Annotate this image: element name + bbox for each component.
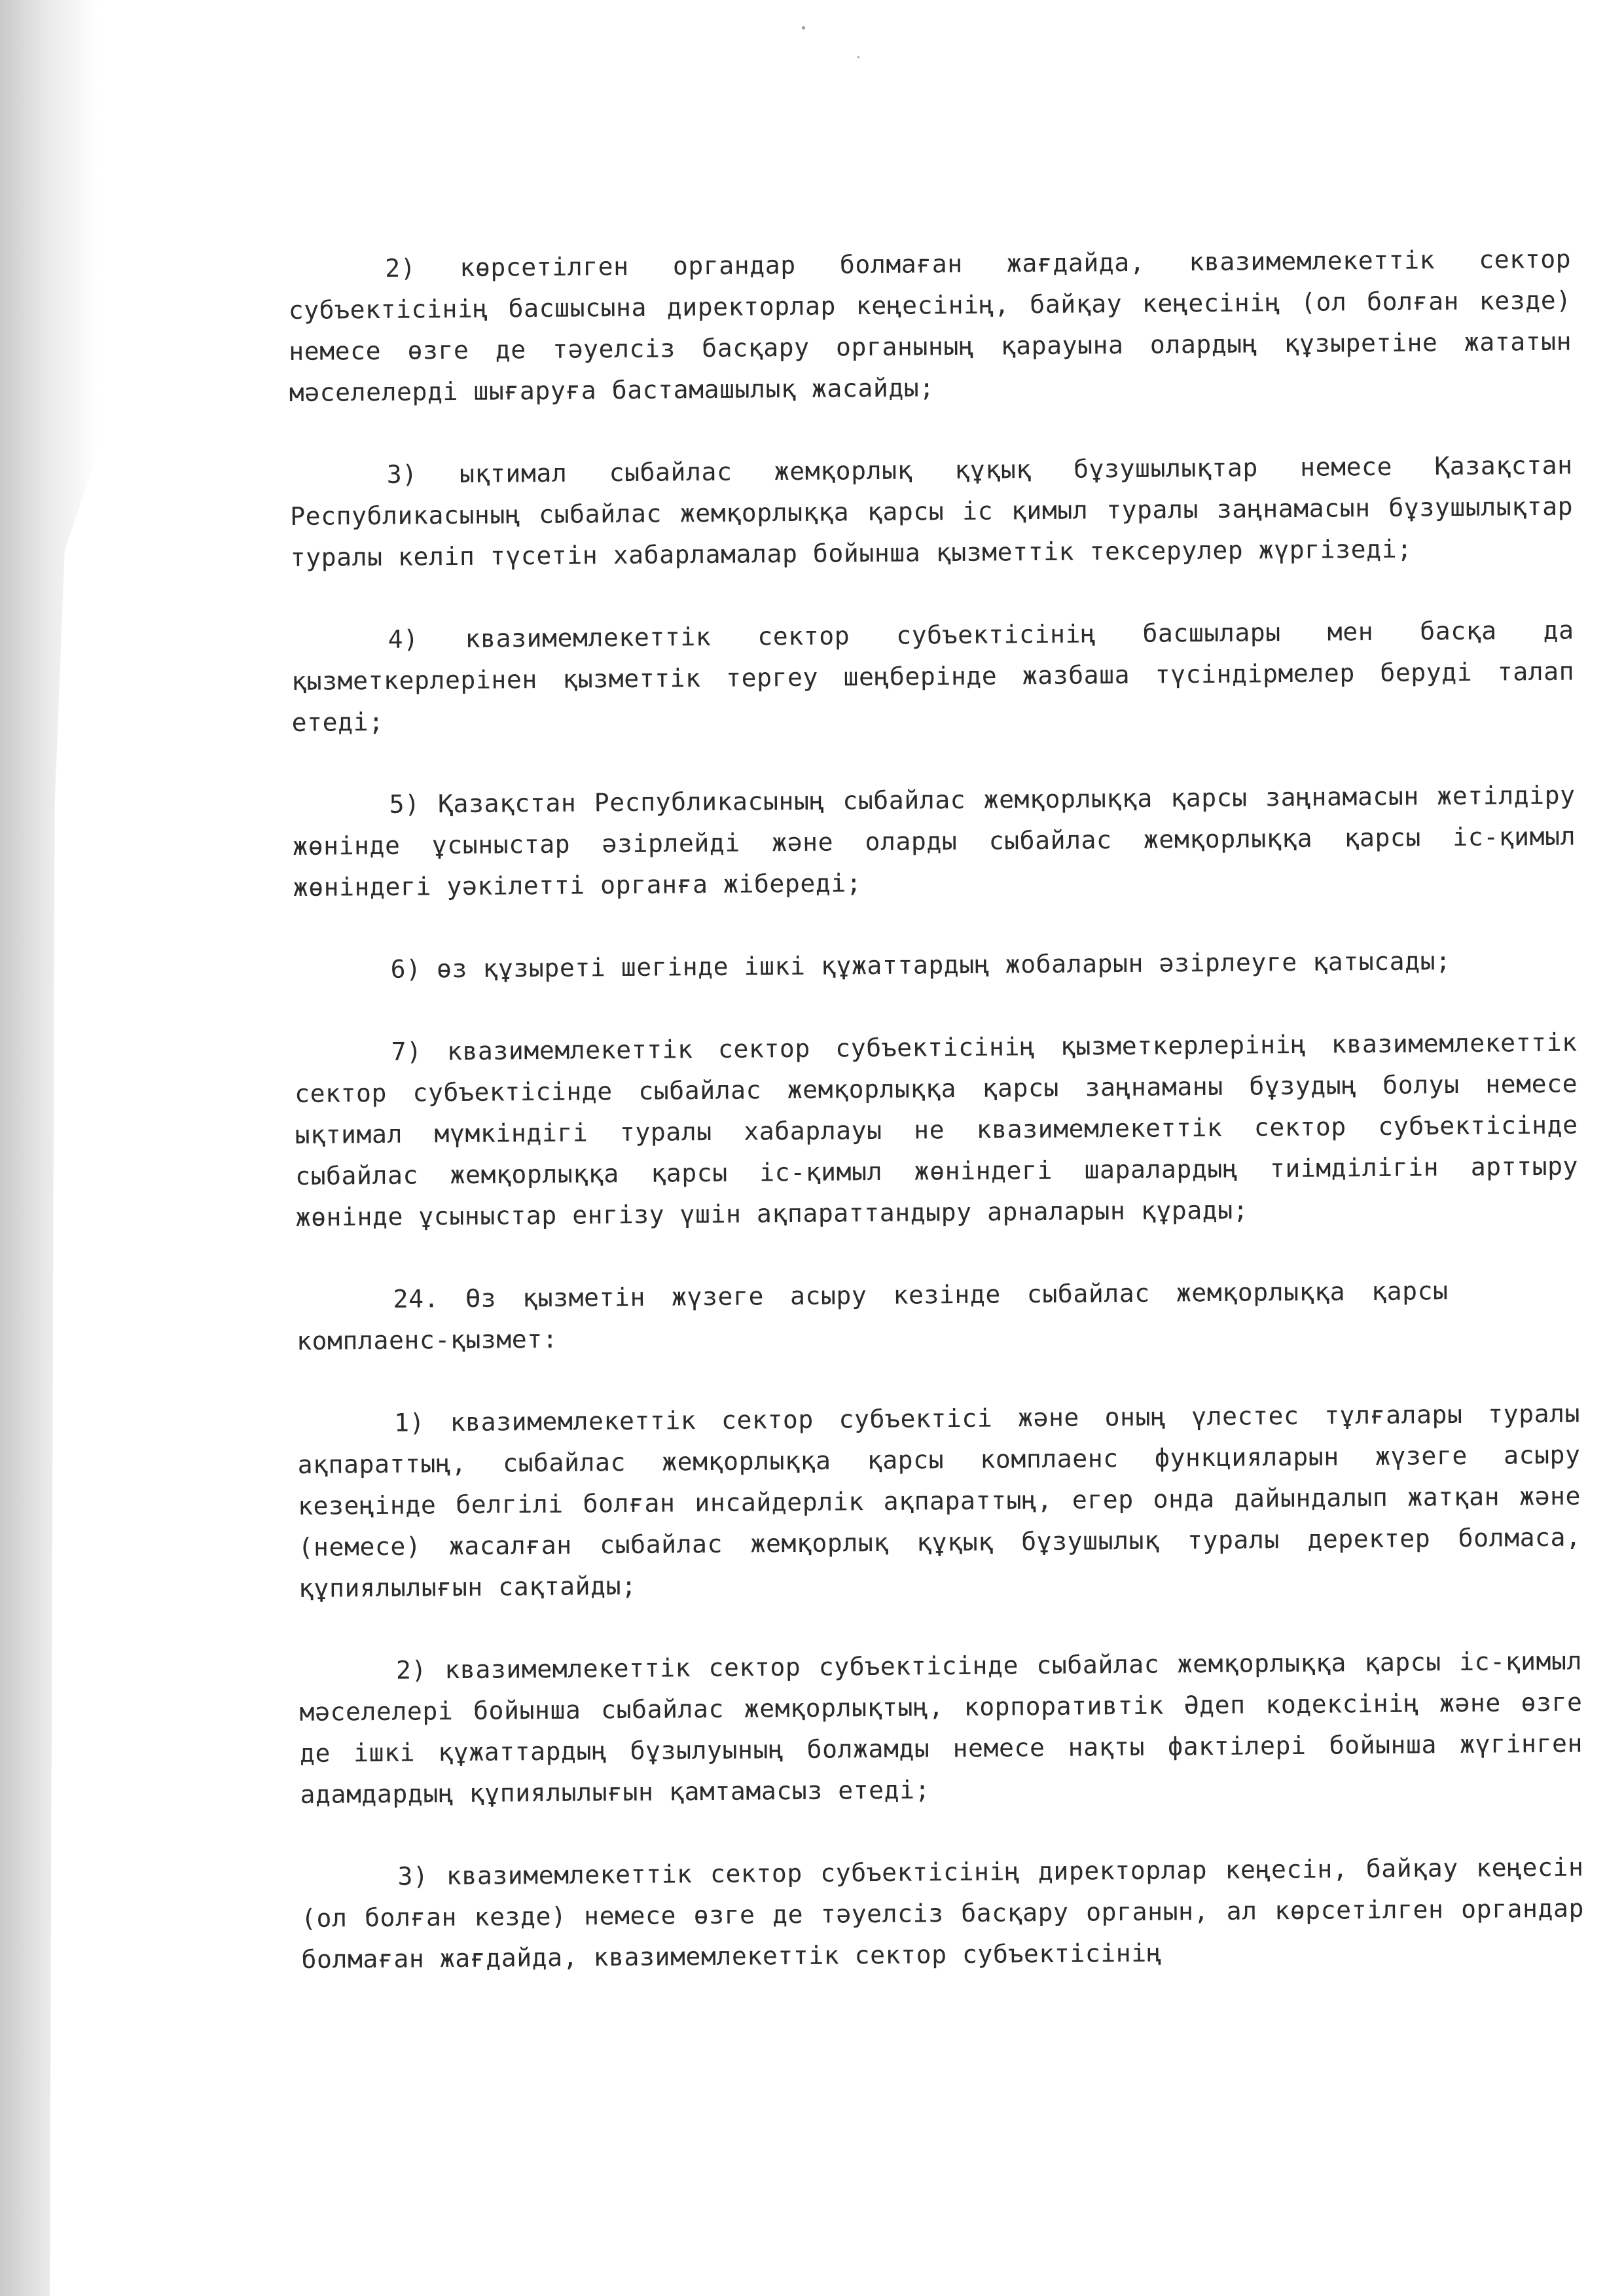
paragraph-24-item-1: 1) квазимемлекеттік сектор субъектісі және оның үлестес тұлғалары туралы ақпараттың, сыбайлас жемқорлыққа қарсы комплаенс функцияларын жүзеге асыру кезеңінде белгілі болған инсайдерлік ақпараттың, егер онда дайындалып жатқан және (немесе) жасалған сыбайлас жемқорлық құқық бұзушылық туралы деректер болмаса, құпиялылығын сақтайды; (297, 1399, 1581, 1603)
paragraph-item-7: 7) квазимемлекеттік сектор субъектісінің қызметкерлерінің квазимемлекеттік сектор субъектісінде сыбайлас жемқорлыққа қарсы заңнаманы бұзудың болуы немесе ықтимал мүмкіндігі туралы хабарлауы не квазимемлекеттік сектор субъектісінде сыбайлас жемқорлыққа қарсы іс-қимыл жөніндегі шаралардың тиімділігін арттыру жөнінде ұсыныстар енгізу үшін ақпараттандыру арналарын құрады; (294, 1028, 1579, 1232)
scan-speck (857, 56, 859, 58)
scan-speck (802, 26, 805, 29)
paragraph-item-4: 4) квазимемлекеттік сектор субъектісінің басшылары мен басқа да қызметкерлерінен қызметтік тергеу шеңберінде жазбаша түсіндірмелер беруді талап етеді; (291, 615, 1575, 737)
paragraph-item-2: 2) көрсетілген органдар болмаған жағдайда, квазимемлекеттік сектор субъектісінің басшысына директорлар кеңесінің, байқау кеңесінің (ол болған кезде) немесе өзге де тәуелсіз басқару органының қарауына олардың құзыретіне жататын мәселелерді шығаруға бастамашылық жасайды; (288, 244, 1572, 407)
paragraph-item-6: 6) өз құзыреті шегінде ішкі құжаттардың жобаларын әзірлеуге қатысады; (390, 946, 1451, 984)
document-body (288, 239, 1585, 2022)
paragraph-section-24: 24. Өз қызметін жүзеге асыру кезінде сыбайлас жемқорлыққа қарсы комплаенс-қызмет: (296, 1276, 1449, 1355)
paragraph-item-3: 3) ықтимал сыбайлас жемқорлық құқық бұзушылықтар немесе Қазақстан Республикасының сыбайлас жемқорлыққа қарсы іс қимыл туралы заңнамасын бұзушылықтар туралы келіп түсетін хабарламалар бойынша қызметтік тексерулер жүргізеді; (290, 450, 1574, 572)
paragraph-24-item-3: 3) квазимемлекеттік сектор субъектісінің директорлар кеңесін, байқау кеңесін (ол болған кезде) немесе өзге де тәуелсіз басқару органын, ал көрсетілген органдар болмаған жағдайда, квазимемлекеттік сектор субъектісінің (300, 1852, 1585, 1974)
paragraph-item-5: 5) Қазақстан Республикасының сыбайлас жемқорлыққа қарсы заңнамасын жетілдіру жөнінде ұсыныстар әзірлейді және оларды сыбайлас жемқорлыққа қарсы іс-қимыл жөніндегі уәкілетті органға жібереді; (292, 780, 1576, 902)
paragraph-24-item-2: 2) квазимемлекеттік сектор субъектісінде сыбайлас жемқорлыққа қарсы іс-қимыл мәселелері бойынша сыбайлас жемқорлықтың, корпоративтік Әдеп кодексінің және өзге де ішкі құжаттардың бұзылуының болжамды немесе нақты фактілері бойынша жүгінген адамдардың құпиялылығын қамтамасыз етеді; (299, 1646, 1583, 1809)
scan-edge-shadow (0, 0, 249, 2296)
